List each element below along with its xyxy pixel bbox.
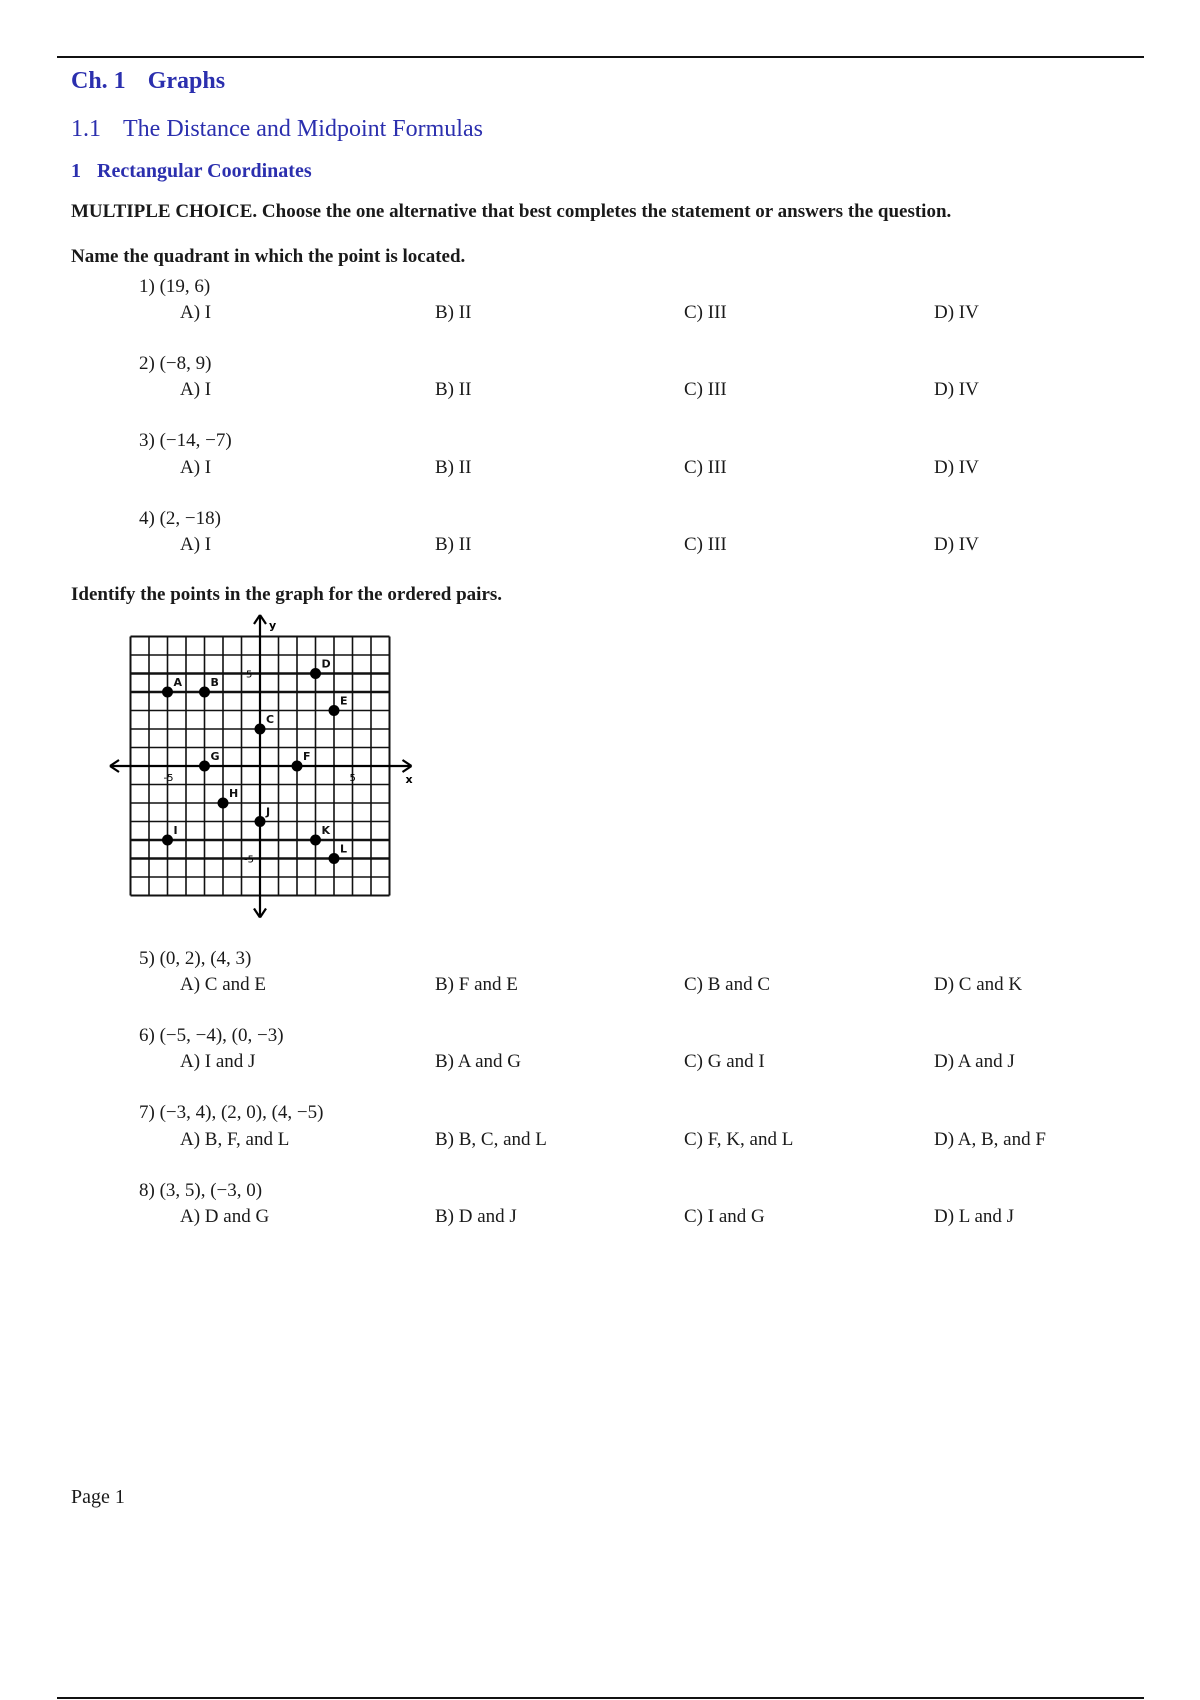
graph-point-label-g: G	[210, 750, 220, 763]
question-4-option-c: C) III	[684, 534, 727, 555]
question-1-option-b: B) II	[435, 302, 472, 323]
question-1-option-a: A) I	[180, 302, 212, 323]
question-1-option-d: D) IV	[934, 302, 979, 323]
question-2-option-a: A) I	[180, 379, 212, 400]
question-7-option-b: B) B, C, and L	[435, 1129, 547, 1150]
subsection-title: Rectangular Coordinates	[97, 160, 312, 182]
question-5-option-b: B) F and E	[435, 974, 518, 995]
question-2-stem: 2) (−8, 9)	[139, 353, 212, 374]
question-4-option-a: A) I	[180, 534, 212, 555]
chapter-title: Graphs	[147, 68, 226, 94]
question-3-stem: 3) (−14, −7)	[139, 430, 232, 451]
graph-point-label-h: H	[229, 787, 239, 800]
question-3-option-b: B) II	[435, 457, 472, 478]
question-5-option-a: A) C and E	[180, 974, 267, 995]
tick-label-y-pos: 5	[246, 669, 253, 681]
bottom-rule	[57, 1697, 1144, 1699]
graph-prompt: Identify the points in the graph for the ordered pairs.	[71, 584, 503, 605]
question-6-option-a: A) I and J	[180, 1051, 256, 1072]
graph-point-label-l: L	[340, 842, 348, 856]
question-3-option-c: C) III	[684, 457, 727, 478]
multiple-choice-instruction: MULTIPLE CHOICE. Choose the one alternative that best completes the statement or answers the question.	[71, 201, 952, 222]
graph-point-b	[199, 687, 210, 698]
section-title: The Distance and Midpoint Formulas	[123, 116, 483, 142]
graph-point-g	[199, 761, 210, 772]
tick-label-x-pos: 5	[349, 773, 356, 784]
subsection-number: 1	[71, 160, 81, 182]
question-1-stem: 1) (19, 6)	[139, 276, 211, 297]
question-2-option-b: B) II	[435, 379, 472, 400]
graph-point-label-j: J	[266, 805, 271, 819]
question-5-stem: 5) (0, 2), (4, 3)	[139, 948, 252, 969]
graph-point-label-i: I	[173, 824, 178, 837]
graph-point-f	[292, 761, 303, 772]
chapter-number: Ch. 1	[71, 68, 126, 94]
question-4-option-d: D) IV	[934, 534, 979, 555]
question-5-option-c: C) B and C	[684, 974, 771, 995]
graph-point-e	[329, 705, 340, 716]
question-7-option-d: D) A, B, and F	[934, 1129, 1046, 1150]
graph-point-j	[255, 816, 266, 827]
y-axis-label: y	[269, 619, 277, 632]
graph-point-label-k: K	[321, 824, 331, 837]
page-footer: Page 1	[71, 1486, 125, 1508]
question-8-option-c: C) I and G	[684, 1206, 765, 1227]
question-4-option-b: B) II	[435, 534, 472, 555]
graph-point-label-a: A	[173, 676, 183, 689]
graph-point-a	[162, 687, 173, 698]
quadrant-prompt: Name the quadrant in which the point is located.	[71, 246, 466, 267]
tick-label-y-neg: -5	[244, 854, 254, 866]
graph-point-label-b: B	[210, 676, 219, 689]
graph-point-c	[255, 724, 266, 735]
subsection-heading	[71, 160, 312, 183]
question-4-stem: 4) (2, −18)	[139, 508, 221, 529]
graph-point-i	[162, 835, 173, 846]
question-6-option-c: C) G and I	[684, 1051, 765, 1072]
question-5-option-d: D) C and K	[934, 974, 1023, 995]
question-6-option-d: D) A and J	[934, 1051, 1015, 1072]
tick-label-x-neg: -5	[163, 773, 174, 784]
graph-point-label-c: C	[266, 713, 275, 726]
graph-point-h	[218, 798, 229, 809]
question-8-option-b: B) D and J	[435, 1206, 517, 1227]
question-2-option-c: C) III	[684, 379, 727, 400]
graph-point-l	[329, 853, 340, 864]
question-7-option-a: A) B, F, and L	[180, 1129, 290, 1150]
question-8-option-a: A) D and G	[180, 1206, 270, 1227]
graph-point-d	[310, 668, 321, 679]
question-3-option-d: D) IV	[934, 457, 979, 478]
question-6-stem: 6) (−5, −4), (0, −3)	[139, 1025, 284, 1046]
question-8-stem: 8) (3, 5), (−3, 0)	[139, 1180, 263, 1201]
coordinate-graph	[100, 611, 430, 921]
question-8-option-d: D) L and J	[934, 1206, 1015, 1227]
graph-point-label-f: F	[303, 750, 311, 763]
graph-point-label-e: E	[340, 694, 348, 708]
section-number: 1.1	[71, 116, 101, 142]
question-3-option-a: A) I	[180, 457, 212, 478]
question-1-option-c: C) III	[684, 302, 727, 323]
top-rule	[57, 56, 1144, 58]
x-axis-label: x	[405, 773, 413, 786]
section-heading	[71, 116, 483, 143]
question-7-stem: 7) (−3, 4), (2, 0), (4, −5)	[139, 1102, 324, 1123]
graph-point-label-d: D	[321, 657, 331, 671]
graph-point-k	[310, 835, 321, 846]
question-2-option-d: D) IV	[934, 379, 979, 400]
question-7-option-c: C) F, K, and L	[684, 1129, 794, 1150]
question-6-option-b: B) A and G	[435, 1051, 522, 1072]
chapter-heading	[71, 68, 225, 95]
